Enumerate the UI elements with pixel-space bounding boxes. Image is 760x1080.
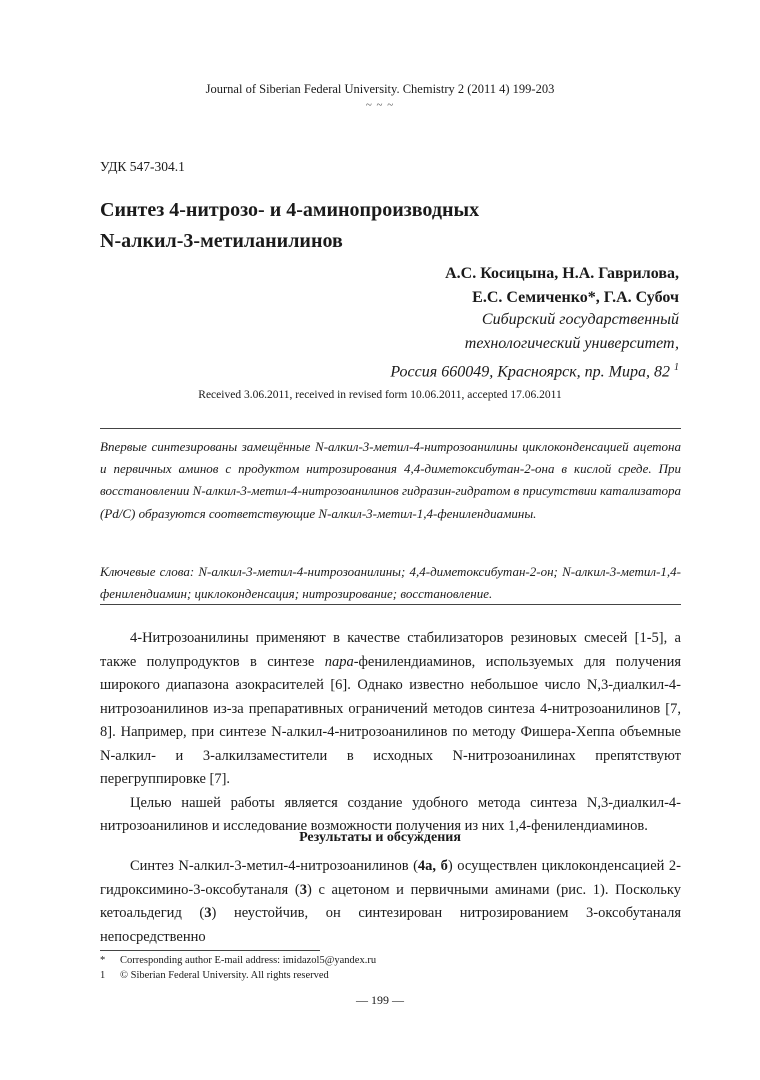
- affiliation-line-1: Сибирский государственный: [481, 311, 679, 328]
- r-bold-2: 3: [299, 881, 307, 898]
- r-bold-1: 4а, б: [417, 858, 448, 874]
- intro-paragraph-1: [100, 627, 681, 792]
- affiliation-address: Россия 660049, Красноярск, пр. Мира, 82: [390, 363, 670, 381]
- intro-body: [100, 627, 681, 839]
- page-number: — 199 —: [356, 993, 404, 1007]
- authors-line-1: А.С. Косицына, Н.А. Гаврилова,: [445, 265, 679, 282]
- r-text-1: Синтез N-алкил-3-метил-4-нитрозоанилинов (: [130, 858, 418, 874]
- keywords: Ключевые слова: N-алкил-3-метил-4-нитрозоанилины; 4,4-диметоксибутан-2-он; N-алкил-3-метил-1,4-фенилендиамин; циклоконденсация; нитрозирование; восстановление.: [100, 564, 681, 601]
- footnote-1-mark: *: [100, 955, 106, 966]
- r-text-2: ) осуществлен циклоконденсацией 2-гидроксимино-3-оксобутаналя (: [100, 858, 682, 898]
- r-bold-3: 3: [204, 905, 212, 921]
- affiliation-line-3: [390, 356, 679, 384]
- article-title: [100, 195, 479, 257]
- footnote-1: [100, 953, 376, 968]
- footnote-2-text: © Siberian Federal University. All rights reserved: [120, 970, 329, 981]
- r-text-4: ) неустойчив, он синтезирован нитрозированием 3-оксобутаналя непосредственно: [100, 905, 681, 945]
- footnote-1-text: Corresponding author E-mail address: imidazol5@yandex.ru: [120, 955, 377, 966]
- p1-text-a: 4-Нитрозоанилины применяют в качестве стабилизаторов резиновых смесей [1-5], а также полупродуктов в синтезе: [100, 630, 681, 670]
- r-text-3: ) с ацетоном и первичными аминами (рис. 1). Поскольку кетоальдегид (: [100, 881, 681, 921]
- p1-italic: пара: [324, 653, 354, 670]
- title-line-2: N-алкил-3-метиланилинов: [100, 230, 343, 252]
- footnote-2: [100, 968, 329, 983]
- abstract-bottom-rule: [100, 604, 681, 605]
- journal-header: Journal of Siberian Federal University. Chemistry 2 (2011 4) 199-203: [205, 82, 555, 96]
- authors-line-2: Е.С. Семиченко*, Г.А. Субоч: [472, 289, 679, 306]
- header-ornament: ~ ~ ~: [365, 99, 395, 111]
- affiliation-line-2: технологический университет,: [464, 335, 679, 352]
- results-paragraph-1: [100, 855, 681, 949]
- received-dates: Received 3.06.2011, received in revised form 10.06.2011, accepted 17.06.2011: [198, 389, 562, 401]
- footnote-rule: [100, 950, 320, 951]
- results-body: [100, 855, 681, 949]
- authors: [445, 262, 679, 310]
- p1-text-b: -фенилендиаминов, используемых для получения широкого диапазона азокрасителей [6]. Однако известно небольшое число N,3-диалкил-4-нитрозоанилинов из-за препаративных ограничений методов синтеза 4-нитрозоанилинов [7, 8]. Например, при синтезе N-алкил-4-нитрозоанилинов по методу Фишера-Хеппа объемные N-алкил- и 3-алкилзаместители в исходных N-нитрозоанилинах препятствуют перегруппировке [7].: [100, 653, 681, 787]
- abstract: Впервые синтезированы замещённые N-алкил-3-метил-4-нитрозоанилины циклоконденсацией ацетона и первичных аминов с продуктом нитрозирования 4,4-диметоксибутан-2-она в кислой среде. При восстановлении N-алкил-3-метил-4-нитрозоанилинов гидразин-гидратом в присутствии катализатора (Pd/C) образуются соответствующие N-алкил-3-метил-1,4-фенилендиамины.: [100, 439, 681, 521]
- title-line-1: Синтез 4-нитрозо- и 4-аминопроизводных: [100, 199, 480, 221]
- intro-paragraph-2: Целью нашей работы является создание удобного метода синтеза N,3-диалкил-4-нитрозоанилинов и исследование возможности получения из них 1,4-фенилендиаминов.: [100, 794, 681, 834]
- footnote-2-mark: 1: [100, 970, 106, 981]
- abstract-top-rule: [100, 428, 681, 429]
- affiliation: [390, 308, 679, 384]
- section-title: Результаты и обсуждения: [299, 830, 461, 845]
- affiliation-footnote-mark: 1: [674, 362, 679, 373]
- udk-code: УДК 547-304.1: [100, 159, 185, 174]
